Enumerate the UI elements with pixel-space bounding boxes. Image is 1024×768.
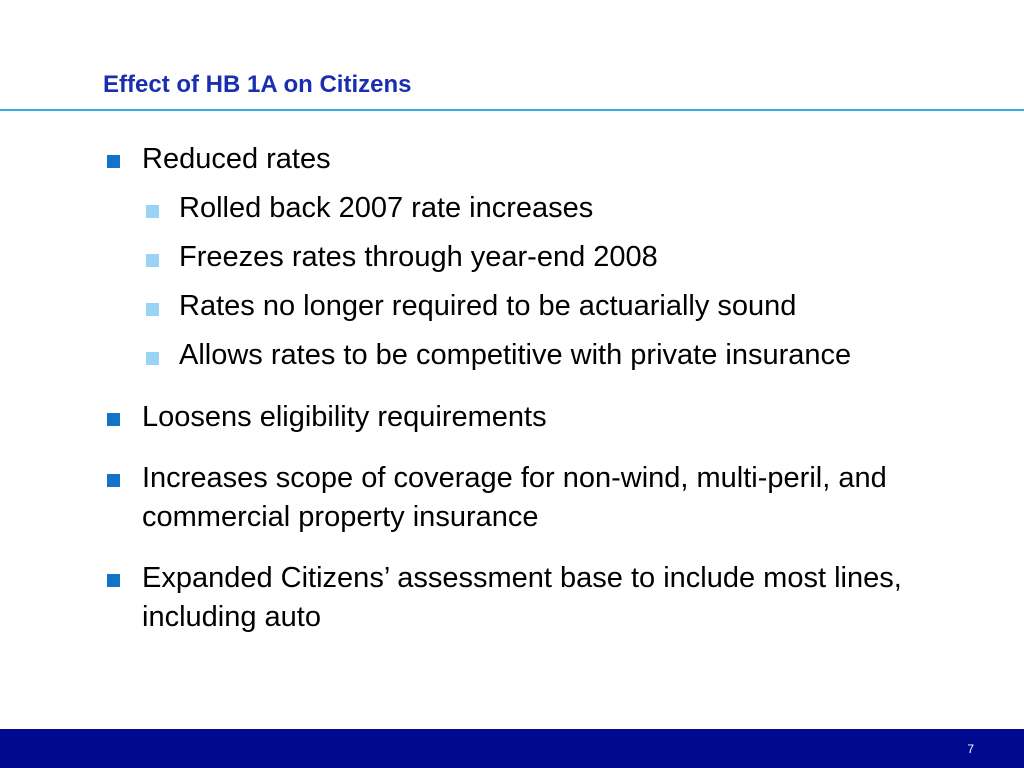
square-bullet-icon: [107, 155, 120, 168]
sub-bullet-item: [103, 336, 983, 375]
sub-bullet-text: Allows rates to be competitive with private insurance: [179, 339, 852, 371]
sub-bullet-item: [103, 238, 983, 277]
square-bullet-icon: [107, 474, 120, 487]
square-bullet-icon: [146, 352, 159, 365]
footer-bar: [0, 729, 1024, 768]
bullet-item: [103, 459, 983, 537]
square-bullet-icon: [146, 254, 159, 267]
bullet-item: [103, 140, 983, 179]
slide-title: Effect of HB 1A on Citizens: [103, 71, 412, 98]
sub-bullet-text: Freezes rates through year-end 2008: [179, 241, 658, 273]
bullet-item: [103, 559, 983, 637]
title-divider: [0, 109, 1024, 111]
square-bullet-icon: [146, 303, 159, 316]
page-number: 7: [967, 742, 974, 756]
square-bullet-icon: [107, 574, 120, 587]
bullet-text: Expanded Citizens’ assessment base to include most lines, including auto: [142, 562, 902, 633]
bullet-text: Reduced rates: [142, 143, 331, 175]
bullet-item: [103, 398, 983, 437]
bullet-text: Increases scope of coverage for non-wind, multi-peril, and commercial property insurance: [142, 462, 887, 533]
bullet-text: Loosens eligibility requirements: [142, 401, 547, 433]
square-bullet-icon: [146, 205, 159, 218]
sub-bullet-item: [103, 189, 983, 228]
square-bullet-icon: [107, 413, 120, 426]
sub-bullet-text: Rates no longer required to be actuarially sound: [179, 290, 797, 322]
bullet-list: [103, 140, 983, 637]
sub-bullet-text: Rolled back 2007 rate increases: [179, 192, 594, 224]
sub-bullet-item: [103, 287, 983, 326]
